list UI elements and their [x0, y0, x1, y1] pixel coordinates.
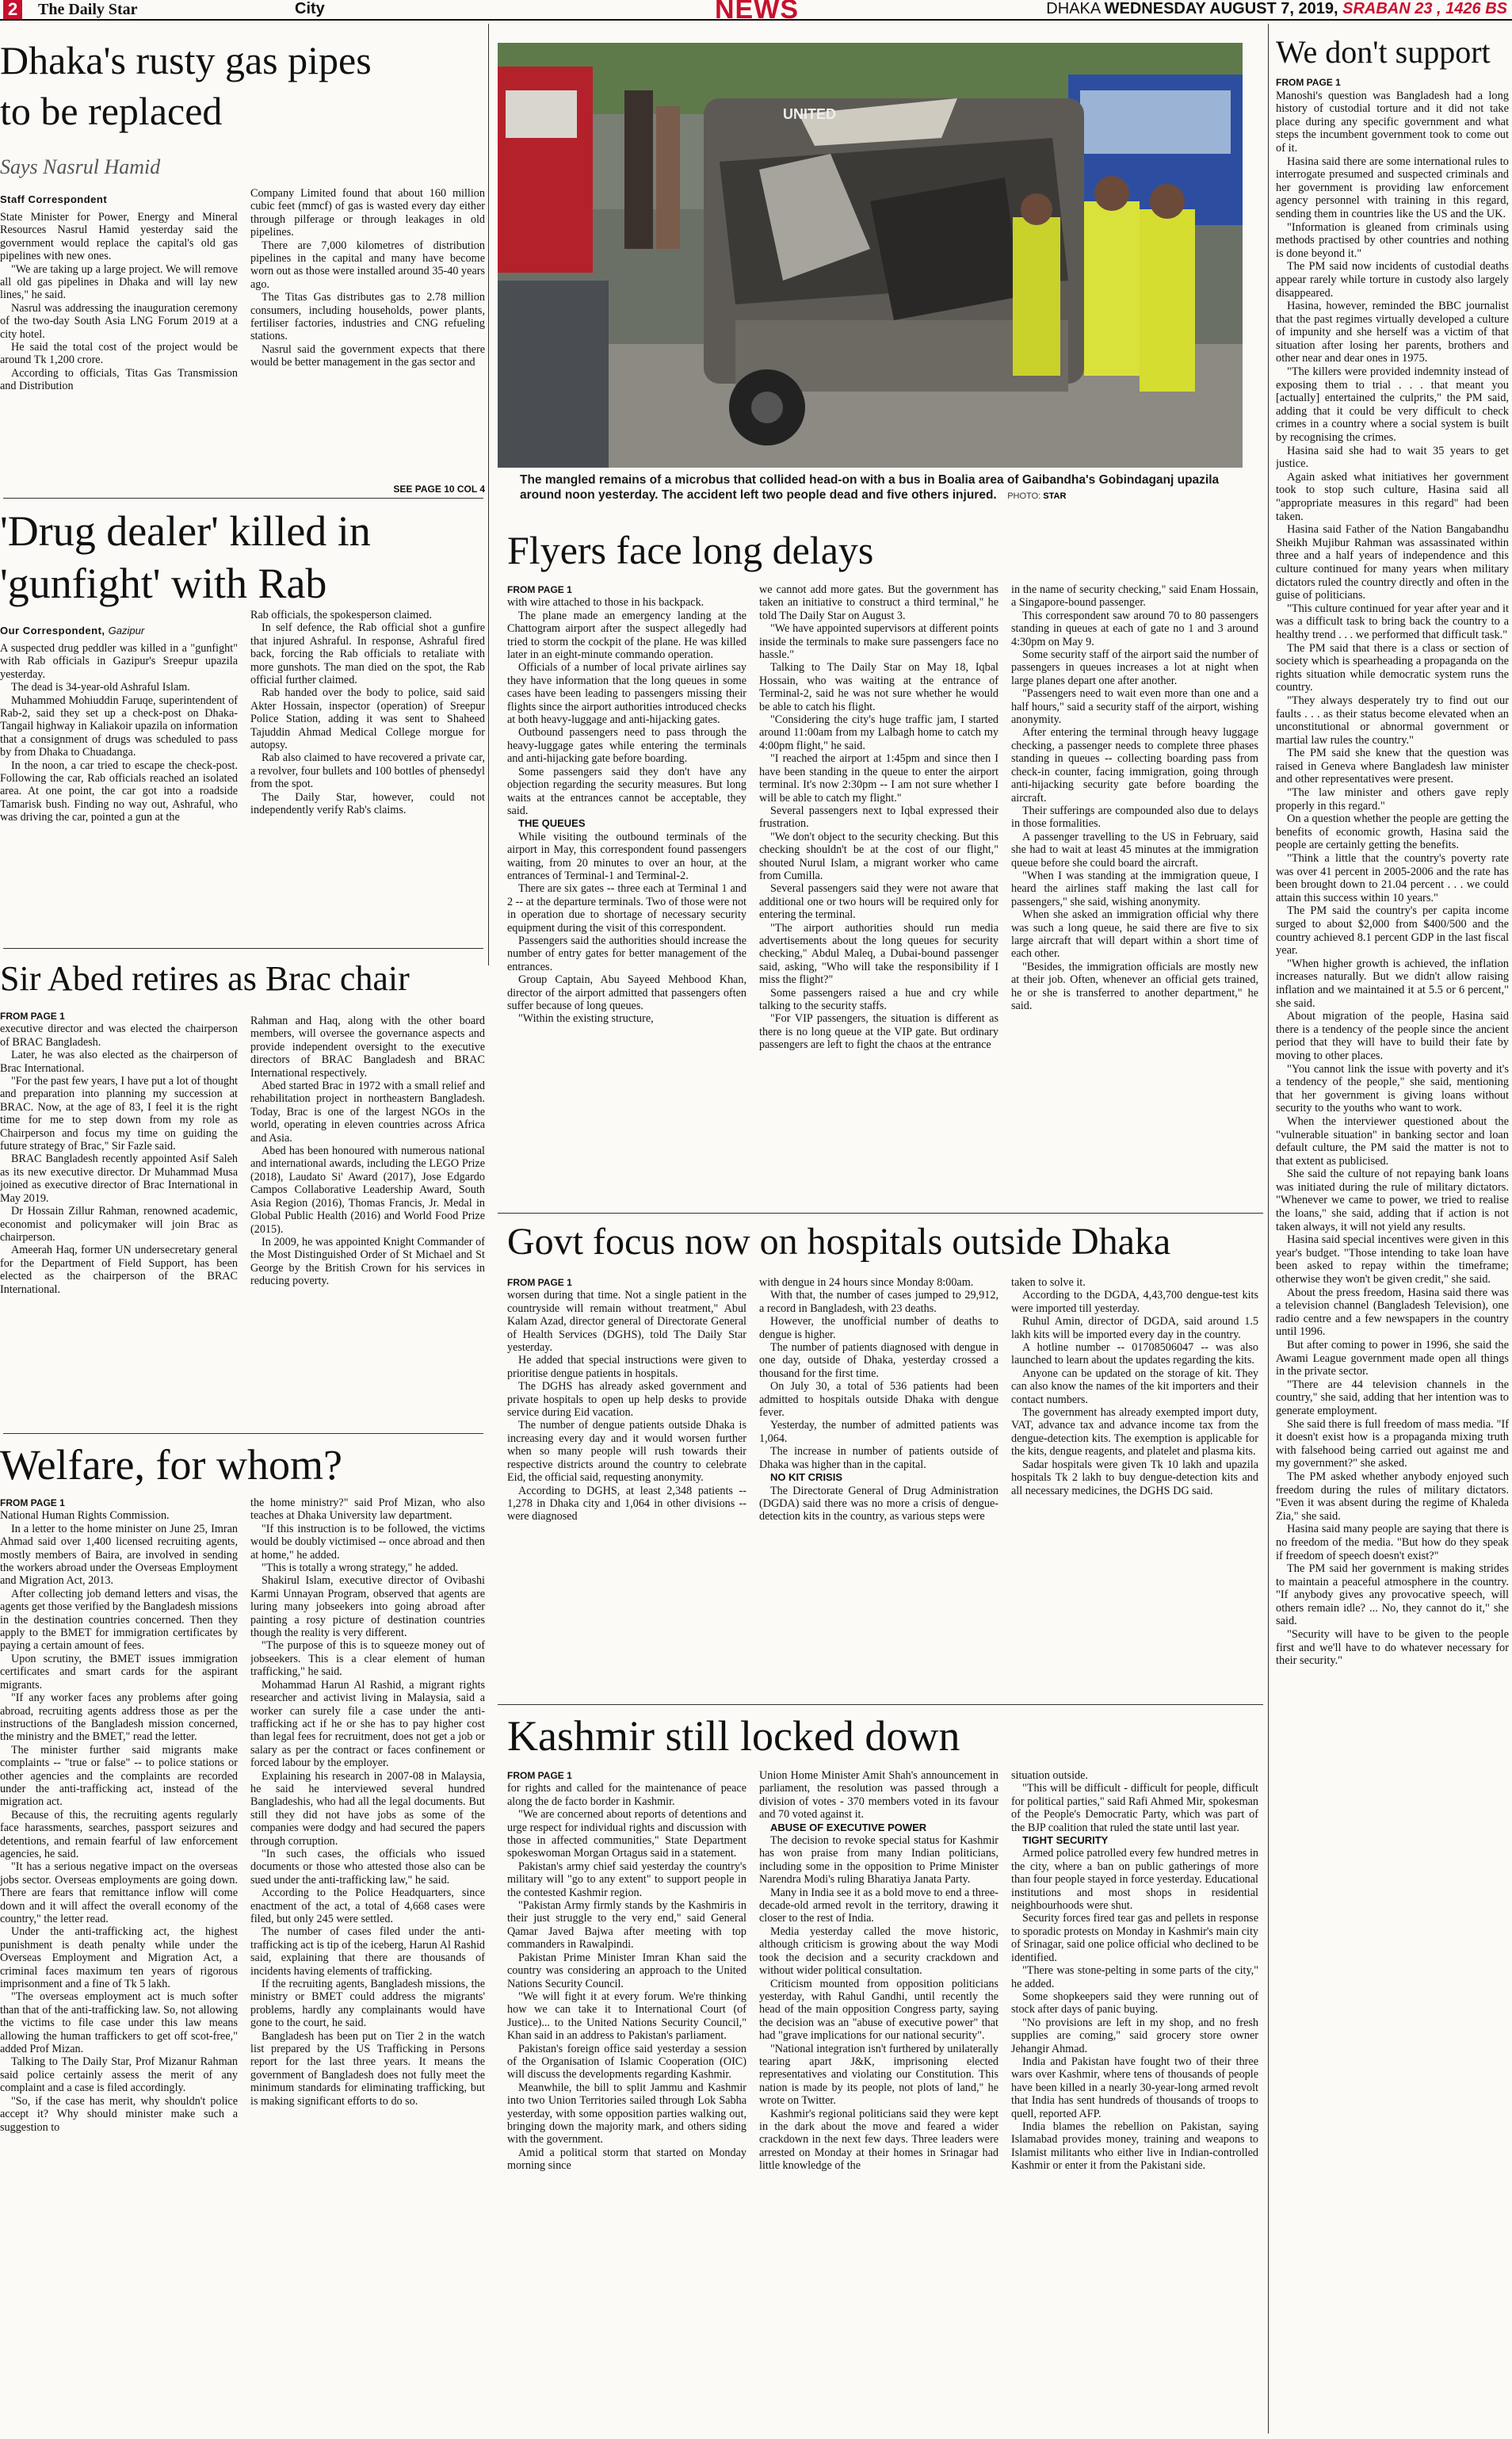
section-rule: [3, 498, 483, 499]
paragraph: with wire attached to those in his backpack.: [507, 596, 704, 610]
byline: [0, 625, 144, 637]
paragraph: "We are concerned about reports of detentions and urge respect for individual rights and discussion with those in affected communities," State Department spokeswoman Morgan Ortagus said in a statement.: [507, 1808, 746, 1860]
paragraph: "No provisions are left in my shop, and no fresh supplies are coming," said grocery store owner Jehangir Ahmad.: [1011, 2016, 1258, 2055]
paragraph: After entering the terminal through heavy luggage checking, a passenger needs to complete three phases standing in queues -- collecting boarding pass from check-in counter, facing immigration, going through anti-hijacking security gate before boarding the aircraft.: [1011, 726, 1258, 805]
paragraph: Pakistan's foreign office said yesterday a session of the Organisation of Islamic Cooperation (OIC) will discuss the developments regarding Kashmir.: [507, 2042, 746, 2082]
photo-crash: [498, 43, 1243, 468]
section-rule: [498, 1704, 1263, 1705]
paragraph: Bangladesh has been put on Tier 2 in the watch list prepared by the US Trafficking in Persons report for the last three years. It means the government of Bangladesh does not fully meet the minimum standards for eliminating trafficking, but is making significant efforts to do so.: [250, 2029, 485, 2108]
paragraph: A hotline number -- 01708506047 -- was also launched to learn about the updates regarding the kits.: [1011, 1341, 1258, 1367]
paragraph: There are six gates -- three each at Terminal 1 and 2 -- at the departure terminals. Two of those were not in operation due to shortage of necessary security equipment during the visit of this correspondent.: [507, 882, 746, 935]
continued-link[interactable]: SEE PAGE 10 COL 4: [393, 484, 485, 495]
paragraph: Rab officials, the spokesperson claimed.: [250, 609, 433, 621]
paragraph: The government has already exempted import duty, VAT, advance tax and advance income tax from the dengue-detection kits. The exemption is applicable for the kits, dengue reagents, and platelet and plasma kits.: [1011, 1406, 1258, 1458]
paragraph: "The killers were provided indemnity instead of exposing them to trial . . . that meant you [actually] entertained the culprits," the PM said, adding that it could be very difficult to check crimes in a country where a social system is built by recognising the crimes.: [1276, 365, 1509, 445]
paragraph: "When higher growth is achieved, the inflation increases naturally. But we didn't allow raising inflation and we maintained it at 5.5 or 6 percent," she said.: [1276, 957, 1509, 1010]
paragraph: The PM said now incidents of custodial deaths appear rarely while torture in custody also largely disappeared.: [1276, 260, 1509, 300]
paragraph: "You cannot link the issue with poverty and it's a tendency of the people," she said, mentioning that her government is giving loans without security to the youths who want to work.: [1276, 1062, 1509, 1115]
paragraph: According to the Police Headquarters, since enactment of the act, a total of 4,668 cases were filed, but only 245 were settled.: [250, 1887, 485, 1925]
paragraph: Several passengers next to Iqbal expressed their frustration.: [759, 804, 998, 831]
paragraph: About migration of the people, Hasina said there is a tendency of the people since the ancient period that they will have to build their fate by moving to other places.: [1276, 1010, 1509, 1062]
article-column: [250, 609, 485, 943]
headline-gas-2: to be replaced: [0, 89, 223, 133]
paragraph: "In such cases, the officials who issued documents or those who attested those also can be sued under the anti-trafficking law," he said.: [250, 1847, 485, 1887]
from-page-label: FROM PAGE 1: [507, 584, 572, 595]
from-page-label: FROM PAGE 1: [0, 1497, 65, 1508]
paragraph: "If this instruction is to be followed, the victims would be doubly victimised -- once abroad and then at home," he added.: [250, 1522, 485, 1562]
paragraph: "For VIP passengers, the situation is different as there is no long queue at the VIP gate. But ordinary passengers are left to fight the chaos at the entrance: [759, 1012, 998, 1052]
article-column: [507, 583, 746, 1208]
paragraph: Dr Hossain Zillur Rahman, renowned academic, economist and policymaker will join Brac as chairperson.: [0, 1205, 238, 1244]
paragraph: "When I was standing at the immigration queue, I heard the airlines staff making the last call for passengers," she said, wishing anonymity.: [1011, 869, 1258, 908]
paragraph: for rights and called for the maintenance of peace along the de facto border in Kashmir.: [507, 1782, 746, 1808]
paragraph: taken to solve it.: [1011, 1276, 1086, 1289]
paragraph: National Human Rights Commission.: [0, 1509, 170, 1523]
from-page-label: FROM PAGE 1: [0, 1011, 65, 1022]
dateline: [1046, 0, 1507, 17]
paragraph: He said the total cost of the project would be around Tk 1,200 crore.: [0, 341, 238, 367]
paragraph: She said the culture of not repaying bank loans was initiated during the rule of military dictators. "Whenever we came to power, we tried to realise the loans," she said, adding that if action is not taken always, it will not yield any results.: [1276, 1168, 1509, 1233]
paragraph: On July 30, a total of 536 patients had been admitted to hospitals outside Dhaka with dengue fever.: [759, 1380, 998, 1420]
paragraph: "The purpose of this is to squeeze money out of jobseekers. This is a clear element of human trafficking," he said.: [250, 1639, 485, 1679]
byline-text: Our Correspondent,: [0, 625, 105, 637]
article-column: [0, 642, 238, 943]
paragraph: Pakistan Prime Minister Imran Khan said the country was considering an approach to the United Nations Security Council.: [507, 1951, 746, 1990]
paragraph: A passenger travelling to the US in February, said she had to wait at least 45 minutes at the immigration queue before she could board the aircraft.: [1011, 830, 1258, 870]
paragraph: Explaining his research in 2007-08 in Malaysia, he said he interviewed several hundred Bangladeshis, who had all the legal documents. But still they did not have jobs as some of the companies were dodgy and had secured the papers through corruption.: [250, 1769, 485, 1848]
paragraph: Amid a political storm that started on Monday morning since: [507, 2146, 746, 2173]
paragraph: "Information is gleaned from criminals using methods practised by other countries and nothing is done beyond it.": [1276, 220, 1509, 260]
paragraph: The minister further said migrants make complaints -- "true or false" -- to police stations or other agencies and the complaints are recorded under the anti-trafficking act, instead of the migration act.: [0, 1743, 238, 1809]
article-column: [0, 1497, 238, 2435]
paragraph: Some passengers raised a hue and cry while talking to the security staffs.: [759, 986, 998, 1012]
paragraph: India and Pakistan have fought two of their three wars over Kashmir, where tens of thousands of people have been killed in a nearly 30-year-long armed revolt that India has sent hundreds of thousands of troops to quell, reported AFP.: [1011, 2055, 1258, 2120]
news-label: NEWS: [715, 0, 799, 25]
paragraph: Kashmir's regional politicians said they were kept in the dark about the move and feared a wider crackdown in the next few days. Three leaders were arrested on Monday at their homes in Srinagar had little knowledge of the: [759, 2107, 998, 2173]
paragraph: "Considering the city's huge traffic jam, I started around 11:00am from my Lalbagh home to catch my 4:00pm flight," he said.: [759, 713, 998, 752]
paragraph: While visiting the outbound terminals of the airport in May, this correspondent found passengers waiting, from 20 minutes to over an hour, at the entrances of Terminal-1 and Terminal-2.: [507, 830, 746, 882]
paragraph: The PM said the country's per capita income surged to about $2,000 from $400/500 and the country achieved 8.1 percent GDP in the last fiscal year.: [1276, 904, 1509, 958]
headline-welfare: Welfare, for whom?: [0, 1441, 342, 1489]
paragraph: The decision to revoke special status for Kashmir has won praise from many Indian politicians, including some in the opposition to Prime Minister Narendra Modi's ruling Bharatiya Janata Party.: [759, 1834, 998, 1887]
paragraph: When she asked an immigration official why there was such a long queue, he said there are five to six large aircraft that will depart within a short time of each other.: [1011, 908, 1258, 961]
paragraph: Because of this, the recruiting agents regularly face harassments, searches, passport seizures and detentions, and remain fearful of law enforcement agencies, he said.: [0, 1808, 238, 1860]
headline-kashmir: Kashmir still locked down: [507, 1712, 960, 1760]
paragraph: "We have appointed supervisors at different points inside the terminals to make sure passengers face no hassle.": [759, 622, 998, 662]
photo-credit: [1000, 491, 1066, 501]
headline-drug-1: 'Drug dealer' killed in: [0, 507, 371, 555]
paragraph: A suspected drug peddler was killed in a "gunfight" with Rab officials in Gazipur's Sreepur upazila yesterday.: [0, 642, 238, 681]
paragraph: with dengue in 24 hours since Monday 8:00am.: [759, 1276, 974, 1289]
article-column: [759, 1769, 998, 2435]
paragraph: The dead is 34-year-old Ashraful Islam.: [11, 681, 190, 694]
paragraph: Abed started Brac in 1972 with a small relief and rehabilitation project in northeastern Bangladesh. Today, Brac is one of the largest NGOs in the world, operating in eleven countries across Africa and Asia.: [250, 1080, 485, 1145]
paragraph: The Titas Gas distributes gas to 2.78 million consumers, including households, power plants, fertiliser factories, industries and CNG refueling stations.: [250, 291, 485, 343]
credit-label: PHOTO:: [1007, 491, 1041, 501]
paragraph: The PM said her government is making strides to maintain a peaceful atmosphere in the country. "If anybody gives any provocative speech, will others remain idle? ... No, they cannot do it," she said.: [1276, 1562, 1509, 1628]
paragraph: However, the unofficial number of deaths to dengue is higher.: [759, 1315, 998, 1341]
paragraph: "This will be difficult - difficult for people, difficult for political parties," said Rafi Ahmed Mir, spokesman of the People's Democratic Party, which was part of the BJP coalition that ruled the state until last year.: [1011, 1782, 1258, 1834]
paragraph: Armed police patrolled every few hundred metres in the city, where a ban on public gatherings of more than four people stayed in force yesterday. Educational institutions and most shops in residential neighbourhoods were shut.: [1011, 1847, 1258, 1913]
paragraph: Shakirul Islam, executive director of Ovibashi Karmi Unnayan Program, observed that agents are luring many jobseekers into going abroad after painting a rosy picture of destination countries though the reality is very different.: [250, 1574, 485, 1640]
article-column: [250, 187, 485, 491]
paragraph: In a letter to the home minister on June 25, Imran Ahmad said over 1,400 licensed recruiting agents, mostly members of Baira, are involved in sending the workers abroad under the Overseas Employment and Migration Act, 2013.: [0, 1522, 238, 1588]
paragraph: "We will fight it at every forum. We're thinking how we can take it to International Court (of Justice)... to the United Nations Security Council," Khan said in an address to Pakistan's parliament.: [507, 1990, 746, 2043]
masthead: [0, 0, 1512, 25]
paragraph: "Within the existing structure,: [518, 1012, 654, 1026]
paragraph: Their sufferings are compounded also due to delays in those formalities.: [1011, 804, 1258, 831]
paragraph: The number of patients diagnosed with dengue in one day, outside of Dhaka, yesterday crossed a thousand for the first time.: [759, 1341, 998, 1380]
paragraph: According to officials, Titas Gas Transmission and Distribution: [0, 366, 238, 393]
section-rule: [3, 1433, 483, 1434]
paragraph: "They always desperately try to find out our faults . . . as their status become elevated when an unconstitutional or abnormal government or martial law rules the country.": [1276, 694, 1509, 747]
paragraph: India blames the rebellion on Pakistan, saying Islamabad provides money, training and weapons to Islamist militants who either live in Indian-controlled Kashmir or enter it from the Pakistani side.: [1011, 2120, 1258, 2173]
dateline-bangla: SRABAN 23 , 1426 BS: [1342, 0, 1507, 17]
photo-caption: [520, 472, 1233, 504]
caption-text: The mangled remains of a microbus that collided head-on with a bus in Boalia area of Gaibandha's Gobindaganj upazila around noon yesterday. The accident left two people dead and five others injured.: [520, 473, 1220, 502]
paragraph: Anyone can be updated on the storage of kit. They can also know the names of the kit importers and their contact numbers.: [1011, 1367, 1258, 1406]
paragraph: Nasrul said the government expects that there would be better management in the gas sector and: [250, 342, 485, 369]
paragraph: Criticism mounted from opposition politicians yesterday, with Rahul Gandhi, until recently the head of the main opposition Congress party, saying the decision was an "abuse of executive power" that had "grave implications for our national security".: [759, 1977, 998, 2043]
paragraph: Later, he was also elected as the chairperson of Brac International.: [0, 1049, 238, 1075]
paragraph: Rahman and Haq, along with the other board members, will oversee the governance aspects and provide independent oversight to the executive directors of BRAC Bangladesh and BRAC International respectively.: [250, 1015, 485, 1080]
paragraph: "The overseas employment act is much softer than that of the anti-trafficking law. So, not allowing the victims to file case under this law means allowing the human traffickers to get off scot-free," added Prof Mizan.: [0, 1990, 238, 2056]
paragraph: Talking to The Daily Star, Prof Mizanur Rahman said police certainly assess the merit of any complaint and a case is filed accordingly.: [0, 2055, 238, 2095]
paragraph: If the recruiting agents, Bangladesh missions, the ministry or BMET could address the migrants' problems, hardly any complainants would have gone to the court, he said.: [250, 1978, 485, 2030]
paragraph: About the press freedom, Hasina said there was a television channel (Bangladesh Television), one radio centre and a few newspapers in the country until 1996.: [1276, 1286, 1509, 1339]
paragraph: "National integration isn't furthered by unilaterally tearing apart J&K, imprisoning elected representatives and violating our Constitution. This nation is made by its people, not plots of land," he wrote on Twitter.: [759, 2042, 998, 2108]
paragraph: Several passengers said they were not aware that additional one or two hours will be required only for entering the terminal.: [759, 882, 998, 922]
paragraph: In 2009, he was appointed Knight Commander of the Most Distinguished Order of St Michael and St George by the British Crown for his services in reducing poverty.: [250, 1235, 485, 1288]
paragraph: There are 7,000 kilometres of distribution pipelines in the capital and many have become worn out as those were installed around 35-40 years ago.: [250, 239, 485, 291]
article-column: [1011, 1276, 1258, 1701]
paragraph: "Pakistan Army firmly stands by the Kashmiris in their just struggle to the very end," said General Qamar Javed Bajwa after meeting with top commanders in Rawalpindi.: [507, 1899, 746, 1952]
paragraph: Muhammed Mohiuddin Faruqe, superintendent of Rab-2, said they set up a check-post on Dhaka-Tangail highway in Kaliakoir upazila on information that a consignment of drugs was scheduled to pass by from Dhaka to Chuadanga.: [0, 694, 238, 759]
paragraph: Pakistan's army chief said yesterday the country's military will "go to any extent" to support people in the contested Kashmir region.: [507, 1860, 746, 1899]
crash-illustration: [498, 43, 1243, 468]
dateline-city: DHAKA: [1046, 0, 1101, 17]
paragraph: Some security staff of the airport said the number of passengers in queues increases a lot at night when large planes depart one after another.: [1011, 648, 1258, 687]
paragraph: "Passengers need to wait even more than one and a half hours," said a security staff of the airport, wishing anonymity.: [1011, 687, 1258, 727]
paragraph: "If any worker faces any problems after going abroad, recruiting agents address those as per the instructions of the Bangladesh mission concerned, the ministry and the BMET," read the letter.: [0, 1692, 238, 1744]
paragraph: Rab handed over the body to police, said said Akter Hossain, inspector (operation) of Sreepur Police Station, adding it was sent to Shaheed Tajuddin Ahmad Medical College morgue for autopsy.: [250, 686, 485, 752]
paragraph: Union Home Minister Amit Shah's announcement in parliament, the resolution was passed through a division of votes - 370 members voted in its favour and 70 voted against it.: [759, 1769, 998, 1822]
paragraph: "It has a serious negative impact on the overseas jobs sector. Overseas employments are going down. There are fears that remittance inflow will come down and it will affect the overall economy of the country," the letter read.: [0, 1860, 238, 1925]
paragraph: Hasina said special incentives were given in this year's budget. "Those intending to take loan have been asked to repay within the timeframe; otherwise they won't be given credit," she said.: [1276, 1233, 1509, 1286]
section-rule: [498, 1213, 1263, 1214]
article-column: [507, 1769, 746, 2435]
paragraph: The Daily Star, however, could not independently verify Rab's claims.: [250, 790, 485, 817]
paragraph: Meanwhile, the bill to split Jammu and Kashmir into two Union Territories sailed through Lok Sabha yesterday, with some opposition parties walking out, bringing down the majority mark, and others siding with the government.: [507, 2081, 746, 2147]
from-page-label: FROM PAGE 1: [507, 1277, 572, 1288]
paragraph: The PM asked whether anybody enjoyed such freedom during the rules of military dictators. "Even it was absent during the regime of Khaleda Zia," she said.: [1276, 1470, 1509, 1523]
article-column: [250, 1497, 485, 2435]
paragraph: The number of dengue patients outside Dhaka is increasing every day and it would worsen further when so many people will rush towards their respective districts around the country to celebrate Eid, the official said, requesting anonymity.: [507, 1419, 746, 1485]
paragraph: When the interviewer questioned about the "vulnerable situation" in banking sector and loan default culture, the PM said the matter is not to that extent as publicised.: [1276, 1114, 1509, 1168]
paragraph: "This is totally a wrong strategy," he added.: [262, 1562, 459, 1575]
article-column: [759, 583, 998, 1208]
section-name: City: [295, 0, 325, 17]
paragraph: Outbound passengers need to pass through the heavy-luggage gates while entering the terminals and anti-hijacking gate before boarding.: [507, 726, 746, 766]
paragraph: "So, if the case has merit, why shouldn't police accept it? Why should minister make such a suggestion to: [0, 2094, 238, 2134]
paragraph: Talking to The Daily Star on May 18, Iqbal Hossain, who was waiting at the entrance of Terminal-2, said he was not sure whether he would be able to catch his flight.: [759, 661, 998, 713]
paragraph: Hasina said she had to wait 35 years to get justice.: [1276, 444, 1509, 471]
paragraph: "For the past few years, I have put a lot of thought and preparation into planning my succession at BRAC. Now, at the age of 83, I feel it is the right time for me to step down from my role as Chairperson and focus my time on guiding the future strategy of Brac," Sir Fazle said.: [0, 1075, 238, 1153]
article-column: [759, 1276, 998, 1701]
paragraph: Group Captain, Abu Sayeed Mehbood Khan, director of the airport admitted that passengers often suffer because of long queues.: [507, 973, 746, 1012]
from-page-label: FROM PAGE 1: [1276, 77, 1341, 88]
byline-location: Gazipur: [108, 625, 145, 637]
article-column: [1011, 583, 1258, 1208]
paragraph: "Besides, the immigration officials are mostly new at their job. Often, whenever an official gets trained, he or she is transferred to another department," he said.: [1011, 960, 1258, 1012]
paragraph: In self defence, the Rab official shot a gunfire that injured Ashraful. In response, Ashraful fired back, forcing the Rab officials to retaliate with more gunshots. The man died on the spot, the Rab official further claimed.: [250, 621, 485, 687]
paragraph: Some passengers said they don't have any objection regarding the security measures. But long waits at the entrances cannot be acceptable, they said.: [507, 765, 746, 817]
paragraph: "There are 44 television channels in the country," she said, adding that her intention was to generate employment.: [1276, 1378, 1509, 1417]
paragraph: He added that special instructions were given to prioritise dengue patients in hospitals.: [507, 1354, 746, 1380]
paragraph: State Minister for Power, Energy and Mineral Resources Nasrul Hamid yesterday said the government would replace the capital's old gas pipelines with new ones.: [0, 211, 238, 263]
paragraph: Hasina said Father of the Nation Bangabandhu Sheikh Mujibur Rahman was assassinated within three and a half years of independence and this culture continued for many years when military dictators ruled the country directly and often in the guise of politicians.: [1276, 523, 1509, 602]
paragraph: Passengers said the authorities should increase the number of entry gates for better management of the entrances.: [507, 934, 746, 973]
paragraph: "There was stone-pelting in some parts of the city," he added.: [1011, 1964, 1258, 1990]
paragraph: executive director and was elected the chairperson of BRAC Bangladesh.: [0, 1023, 238, 1049]
credit-name: STAR: [1043, 491, 1067, 501]
paragraph: Nasrul was addressing the inauguration ceremony of the two-day South Asia LNG Forum 2019 at a city hotel.: [0, 301, 238, 341]
paragraph: The PM said that there is a class or section of society which is spearheading a propaganda on the rights situation while democratic system runs the country.: [1276, 641, 1509, 694]
headline-flyers: Flyers face long delays: [507, 528, 874, 572]
paragraph: Mohammad Harun Al Rashid, a migrant rights researcher and activist living in Malaysia, said a worker can surely file a case under the anti-trafficking act if he or she has to pay higher cost than legal fees for recruitment, does not get a job or salary as per the contract or faces confinement or forced labour by the employer.: [250, 1678, 485, 1770]
paragraph: The PM said she knew that the question was raised in Geneva where Bangladesh law minister and other representatives were present.: [1276, 747, 1509, 786]
subheading: THE QUEUES: [518, 817, 586, 830]
paragraph: Ameerah Haq, former UN undersecretary general for the Department of Field Support, has been elected as the chairperson of the BRAC International.: [0, 1244, 238, 1296]
headline-govt: Govt focus now on hospitals outside Dhaka: [507, 1221, 1171, 1263]
paragraph: "We are taking up a large project. We will remove all old gas pipelines in Dhaka and will lay new lines," he said.: [0, 262, 238, 302]
paragraph: Rab also claimed to have recovered a private car, a revolver, four bullets and 100 bottles of phensedyl from the spot.: [250, 751, 485, 791]
headline-gas-1: Dhaka's rusty gas pipes: [0, 38, 372, 82]
subheading: TIGHT SECURITY: [1022, 1834, 1109, 1847]
paragraph: we cannot add more gates. But the government has taken an initiative to construct a third terminal," he told The Daily Star on August 3.: [759, 583, 998, 622]
headline-abed: Sir Abed retires as Brac chair: [0, 959, 410, 998]
article-column: [250, 1015, 485, 1428]
paragraph: Manoshi's question was Bangladesh had a long history of custodial torture and it did not take place during any specific government and what steps the incumbent government took to come out of it.: [1276, 89, 1509, 155]
paragraph: With that, the number of cases jumped to 29,912, a record in Bangladesh, with 23 deaths.: [759, 1289, 998, 1315]
paragraph: in the name of security checking," said Enam Hossain, a Singapore-bound passenger.: [1011, 583, 1258, 610]
paragraph: BRAC Bangladesh recently appointed Asif Saleh as its new executive director. Dr Muhammad Musa joined as executive director of Brac International in May 2019.: [0, 1153, 238, 1205]
paragraph: Company Limited found that about 160 million cubic feet (mmcf) of gas is wasted every day either through pilferage or through leakages in old pipelines.: [250, 187, 485, 239]
paragraph: Sadar hospitals were given Tk 10 lakh and upazila hospitals Tk 2 lakh to buy dengue-detection kits and all necessary medicines, the DGHS DG said.: [1011, 1458, 1258, 1497]
paragraph: the home ministry?" said Prof Mizan, who also teaches at Dhaka University law department.: [250, 1497, 485, 1523]
paragraph: The increase in number of patients outside of Dhaka was higher than in the capital.: [759, 1445, 998, 1471]
paragraph: Yesterday, the number of admitted patients was 1,064.: [759, 1419, 998, 1445]
paragraph: According to DGHS, at least 2,348 patients -- 1,278 in Dhaka city and 1,064 in other divisions -- were diagnosed: [507, 1484, 746, 1523]
subheading: NO KIT CRISIS: [770, 1471, 843, 1484]
paragraph: But after coming to power in 1996, she said the Awami League government made open all things in the private sector.: [1276, 1339, 1509, 1378]
paragraph: According to the DGDA, 4,43,700 dengue-test kits were imported till yesterday.: [1011, 1289, 1258, 1315]
column-rule: [488, 24, 489, 965]
paragraph: "We don't object to the security checking. But this checking shouldn't be at the cost of our flight," shouted Nurul Islam, a migrant worker who came from Cumilla.: [759, 830, 998, 882]
paragraph: On a question whether the people are getting the benefits of economic growth, Hasina said the people are certainly getting the benefits.: [1276, 812, 1509, 852]
article-column: [507, 1276, 746, 1701]
paragraph: Some shopkeepers said they were running out of stock after days of panic buying.: [1011, 1990, 1258, 2017]
paper-name: The Daily Star: [38, 1, 138, 18]
paragraph: Upon scrutiny, the BMET issues immigration certificates and smart cards for the aspirant migrants.: [0, 1652, 238, 1692]
paragraph: Hasina, however, reminded the BBC journalist that the past regimes virtually developed a culture of impunity and she herself was a victim of that situation after losing her parents, brothers and other near and dear ones in 1975.: [1276, 300, 1509, 365]
paragraph: The plane made an emergency landing at the Chattogram airport after the suspect allegedly had tried to storm the cockpit of the plane. He was killed later in an eight-minute commando operation.: [507, 609, 746, 662]
paragraph: Abed has been honoured with numerous national and international awards, including the LEGO Prize (2018), Laudato Si' Award (2017), Jose Edgardo Campos Collaborative Leadership Award, South Asia Region (2016), Thomas Francis, Jr. Medal in Global Public Health (2016) and World Food Prize (2015).: [250, 1145, 485, 1236]
subheading: ABUSE OF EXECUTIVE POWER: [770, 1821, 927, 1833]
paragraph: Hasina said there are some international rules to interrogate presumed and suspected criminals and her government is providing law enforcement agency personnel with training in this regard, sending them in countries like the US and the UK.: [1276, 155, 1509, 220]
paragraph: "I reached the airport at 1:45pm and since then I have been standing in the queue to enter the airport terminal. It's now 2:30pm -- I am not sure whether I will be able to catch my flight.": [759, 752, 998, 805]
paragraph: In the noon, a car tried to escape the check-post. Following the car, Rab officials reached an isolated area. At one point, the car got into a roadside Tamarisk bush. Finding no way out, Ashraful, who was driving the car, pointed a gun at the: [0, 759, 238, 824]
column-rule: [1268, 24, 1269, 2433]
paragraph: Media yesterday called the move historic, although criticism is growing about the way Modi took the decision and a security crackdown and without wider political consultation.: [759, 1925, 998, 1978]
paragraph: Again asked what initiatives her government took to stop such culture, Hasina said all "appropriate measures in this regard" had been taken.: [1276, 470, 1509, 523]
dateline-date: WEDNESDAY AUGUST 7, 2019,: [1104, 0, 1338, 17]
paragraph: "Think a little that the country's poverty rate was over 41 percent in 2005-2006 and the rate has been brought down to 21.04 percent . . . we could attain this success within 10 years.": [1276, 852, 1509, 904]
section-rule: [3, 948, 483, 949]
byline: Staff Correspondent: [0, 193, 108, 205]
headline-drug-2: 'gunfight' with Rab: [0, 560, 327, 607]
headline-support: We don't support: [1276, 34, 1491, 70]
article-column: [0, 1010, 238, 1428]
paragraph: Officials of a number of local private airlines say they have information that the long queues in some cases have been leading to passengers missing their flights since the airport authorities introduced checks at both heavy-luggage and anti-hijacking gates.: [507, 661, 746, 727]
paragraph: Ruhul Amin, director of DGDA, said around 1.5 lakh kits will be imported every day in the country.: [1011, 1315, 1258, 1341]
paragraph: She said there is full freedom of mass media. "If it doesn't exist how is a propaganda mixing truth with falsehood being carried out against me and my government?" she asked.: [1276, 1417, 1509, 1470]
paragraph: This correspondent saw around 70 to 80 passengers standing in queues at each of gate no 1 and 3 around 4:30pm on May 9.: [1011, 609, 1258, 648]
bus-sign: UNITED: [783, 106, 836, 122]
paragraph: "The airport authorities should run media advertisements about the long queues for security checking," Abdul Maleq, a Dubai-bound passenger said, asking, "Who will take the responsibility if I miss the flight?": [759, 921, 998, 987]
paragraph: The DGHS has already asked government and private hospitals to open up help desks to provide service during Eid vacation.: [507, 1380, 746, 1420]
paragraph: "The law minister and others gave reply properly in this regard.": [1276, 786, 1509, 812]
article-column: [1276, 76, 1509, 2435]
from-page-label: FROM PAGE 1: [507, 1770, 572, 1781]
paragraph: "Security will have to be given to the people first and we'll have to do whatever necessary for their security.": [1276, 1628, 1509, 1668]
paragraph: worsen during that time. Not a single patient in the countryside will remain without treatment," Abul Kalam Azad, director general of Directorate General of Health Services (DGHS), told The Daily Star yesterday.: [507, 1289, 746, 1355]
paragraph: The Directorate General of Drug Administration (DGDA) said there was no more a crisis of dengue-detection kits in the country, as various steps were: [759, 1484, 998, 1523]
subheadline: Says Nasrul Hamid: [0, 155, 161, 178]
article-column: [0, 211, 238, 490]
page-number: 2: [3, 0, 22, 19]
paragraph: Under the anti-trafficking act, the highest punishment is death penalty while under the Overseas Employment and Migration Act, a criminal faces maximum ten years of rigorous imprisonment and a fine of Tk 5 lakh.: [0, 1925, 238, 1991]
paragraph: "This culture continued for year after year and it was a difficult task to bring back the country to a healthy trend . . . we performed that difficult task.": [1276, 602, 1509, 641]
paragraph: Security forces fired tear gas and pellets in response to sporadic protests on Monday in Kashmir's main city of Srinagar, said one police official who declined to be identified.: [1011, 1912, 1258, 1964]
paragraph: situation outside.: [1011, 1769, 1088, 1782]
paragraph: Hasina said many people are saying that there is no freedom of the media. "But how do they speak if freedom of speech doesn't exist?": [1276, 1523, 1509, 1562]
article-column: [1011, 1769, 1258, 2435]
paragraph: After collecting job demand letters and visas, the agents get those verified by the Bangladesh missions in the destination countries concerned. Then they apply to the BMET for immigration certificates by paying a certain amount of fees.: [0, 1587, 238, 1653]
paragraph: Many in India see it as a bold move to end a three-decade-old armed revolt in the territory, drawing it closer to the rest of India.: [759, 1886, 998, 1925]
paragraph: The number of cases filed under the anti-trafficking act is tip of the iceberg, Harun Al Rashid said, explaining that there are thousands of incidents having elements of trafficking.: [250, 1925, 485, 1978]
